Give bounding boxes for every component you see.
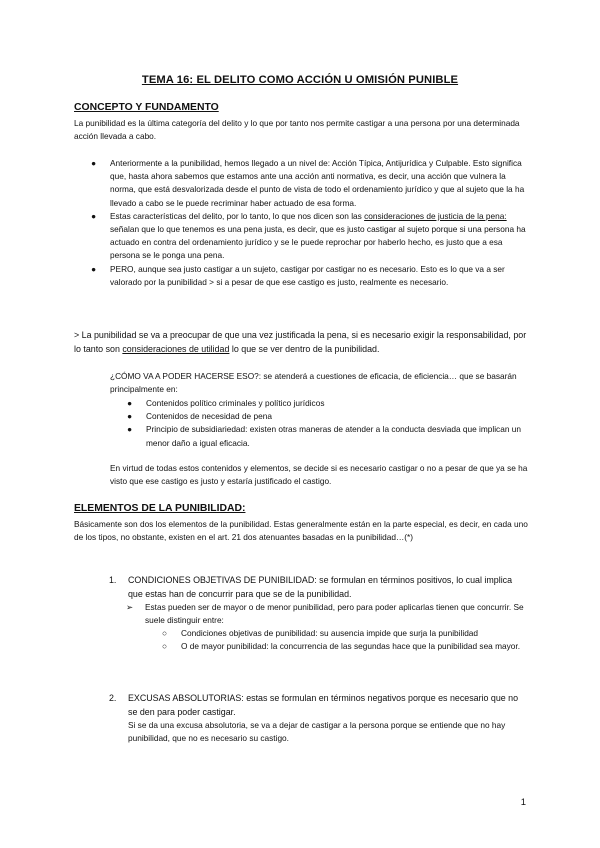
- list-item: [109, 574, 528, 601]
- sub-bullet-text: Contenidos político criminales y político jurídicos: [146, 398, 325, 408]
- list-item: [109, 692, 528, 719]
- sub-bullet-text: Contenidos de necesidad de pena: [146, 411, 272, 422]
- elements-numbered-list: [109, 574, 528, 601]
- bullet-marker: ●: [91, 210, 97, 221]
- circle-marker: ○: [162, 641, 168, 652]
- bullet-marker: ●: [91, 158, 97, 168]
- section1-intro: La punibilidad es la última categoría del delito y lo que por tanto nos permite castigar a una persona por una determinada acción llevada a cabo.: [74, 118, 520, 142]
- bullet-marker: ●: [127, 424, 133, 435]
- list-item: [127, 397, 531, 410]
- conclusion-paragraph: En virtud de todas estos contenidos y elementos, se decide si es necesario castigar o no a pesar de que ya se ha visto que ese castigo es justo y estaría justificado el castigo.: [110, 463, 528, 487]
- list-item: [91, 263, 530, 289]
- bullet-marker: ●: [127, 398, 133, 408]
- element-text: EXCUSAS ABSOLUTORIAS: estas se formulan en términos negativos porque es necesario que no se den para poder castigar.: [128, 693, 519, 717]
- list-item: [126, 601, 530, 627]
- section-heading-elementos: ELEMENTOS DE LA PUNIBILIDAD:: [74, 503, 246, 514]
- element-text: CONDICIONES OBJETIVAS DE PUNIBILIDAD: se formulan en términos positivos, lo cual implica que estas han de concurrir para que se de la punibilidad.: [128, 575, 513, 599]
- page-number: 1: [520, 797, 526, 808]
- utility-text-post: lo que se ver dentro de la punibilidad.: [229, 343, 380, 354]
- bullet-text-pre: Estas características del delito, por lo tanto, lo que nos dicen son las: [110, 210, 365, 221]
- list-item: [91, 157, 530, 210]
- list-item: [162, 640, 521, 653]
- justice-bullet-list: [91, 157, 530, 289]
- arrow-list: [126, 601, 530, 627]
- utility-text-pre: > La punibilidad se va a preocupar de que una vez justificada la pena, si es necesario exigir la responsabilidad, por lo tanto son: [74, 330, 527, 354]
- justice-considerations-term: consideraciones de justicia de la pena:: [364, 210, 507, 221]
- elements-numbered-list-2: [109, 692, 528, 719]
- bullet-marker: ●: [127, 411, 133, 422]
- absolutory-excuse-note: Si se da una excusa absolutoria, se va a dejar de castigar a la persona porque se entiende que no hay punibilidad, que no es necesario su castigo.: [128, 720, 506, 744]
- bullet-marker: ●: [91, 263, 97, 274]
- circle-text: O de mayor punibilidad: la concurrencia de las segundas hace que la punibilidad sea mayor.: [181, 641, 521, 652]
- bullet-text: Anteriormente a la punibilidad, hemos llegado a un nivel de: Acción Típica, Antijurídica y Culpable. Esto significa que, hasta ahora sabemos que estamos ante una acción anti normativa, es decir, una acción que vulnera la norma, que está desvalorizada desde el punto de vista de todo el ordenamiento jurídico y que al sujeto que la ha llevado a cabo se le puede recriminar haber actuado de esa forma.: [110, 158, 525, 208]
- bullet-text-post: señalan que lo que tenemos es una pena justa, es decir, que es justo castigar al sujeto porque si una persona ha actuado en contra del ordenamiento jurídico y se le puede reprochar por haberlo hecho, es justo que a esa persona se le ponga una pena.: [110, 224, 526, 261]
- circle-list: [162, 627, 521, 653]
- circle-marker: ○: [162, 628, 168, 638]
- sub-bullet-text: Principio de subsidiariedad: existen otras maneras de atender a la conducta desviada que implican un menor daño a igual eficacia.: [146, 424, 521, 448]
- arrow-text: Estas pueden ser de mayor o de menor punibilidad, pero para poder aplicarlas tienen que concurrir. Se suele distinguir entre:: [145, 602, 524, 626]
- section2-intro: Básicamente son dos los elementos de la punibilidad. Estas generalmente están en la parte especial, es decir, en cada uno de los tipos, no obstante, existen en el art. 21 dos atenuantes basadas en la punibilidad…(*): [74, 519, 528, 543]
- section-heading-concepto: CONCEPTO Y FUNDAMENTO: [74, 102, 219, 113]
- list-number: 1.: [109, 575, 117, 585]
- arrow-icon: ➢: [126, 602, 133, 612]
- list-item: [162, 627, 521, 640]
- list-item: [91, 210, 530, 263]
- question-paragraph: ¿CÓMO VA A PODER HACERSE ESO?: se atenderá a cuestiones de eficacia, de eficiencia… que se basarán principalmente en:: [110, 371, 517, 395]
- list-item: [127, 423, 531, 449]
- utility-considerations-term: consideraciones de utilidad: [122, 343, 230, 354]
- document-title: TEMA 16: EL DELITO COMO ACCIÓN U OMISIÓN PUNIBLE: [141, 74, 459, 86]
- bullet-text: PERO, aunque sea justo castigar a un sujeto, castigar por castigar no es necesario. Esto es lo que va a ser valorado por la punibilidad > si a pesar de que ese castigo es justo, realmente es necesario.: [110, 263, 505, 287]
- utility-paragraph: [74, 329, 534, 356]
- circle-text: Condiciones objetivas de punibilidad: su ausencia impide que surja la punibilidad: [181, 628, 479, 638]
- criteria-sub-list: [127, 397, 531, 450]
- list-number: 2.: [109, 693, 117, 703]
- list-item: [127, 410, 531, 423]
